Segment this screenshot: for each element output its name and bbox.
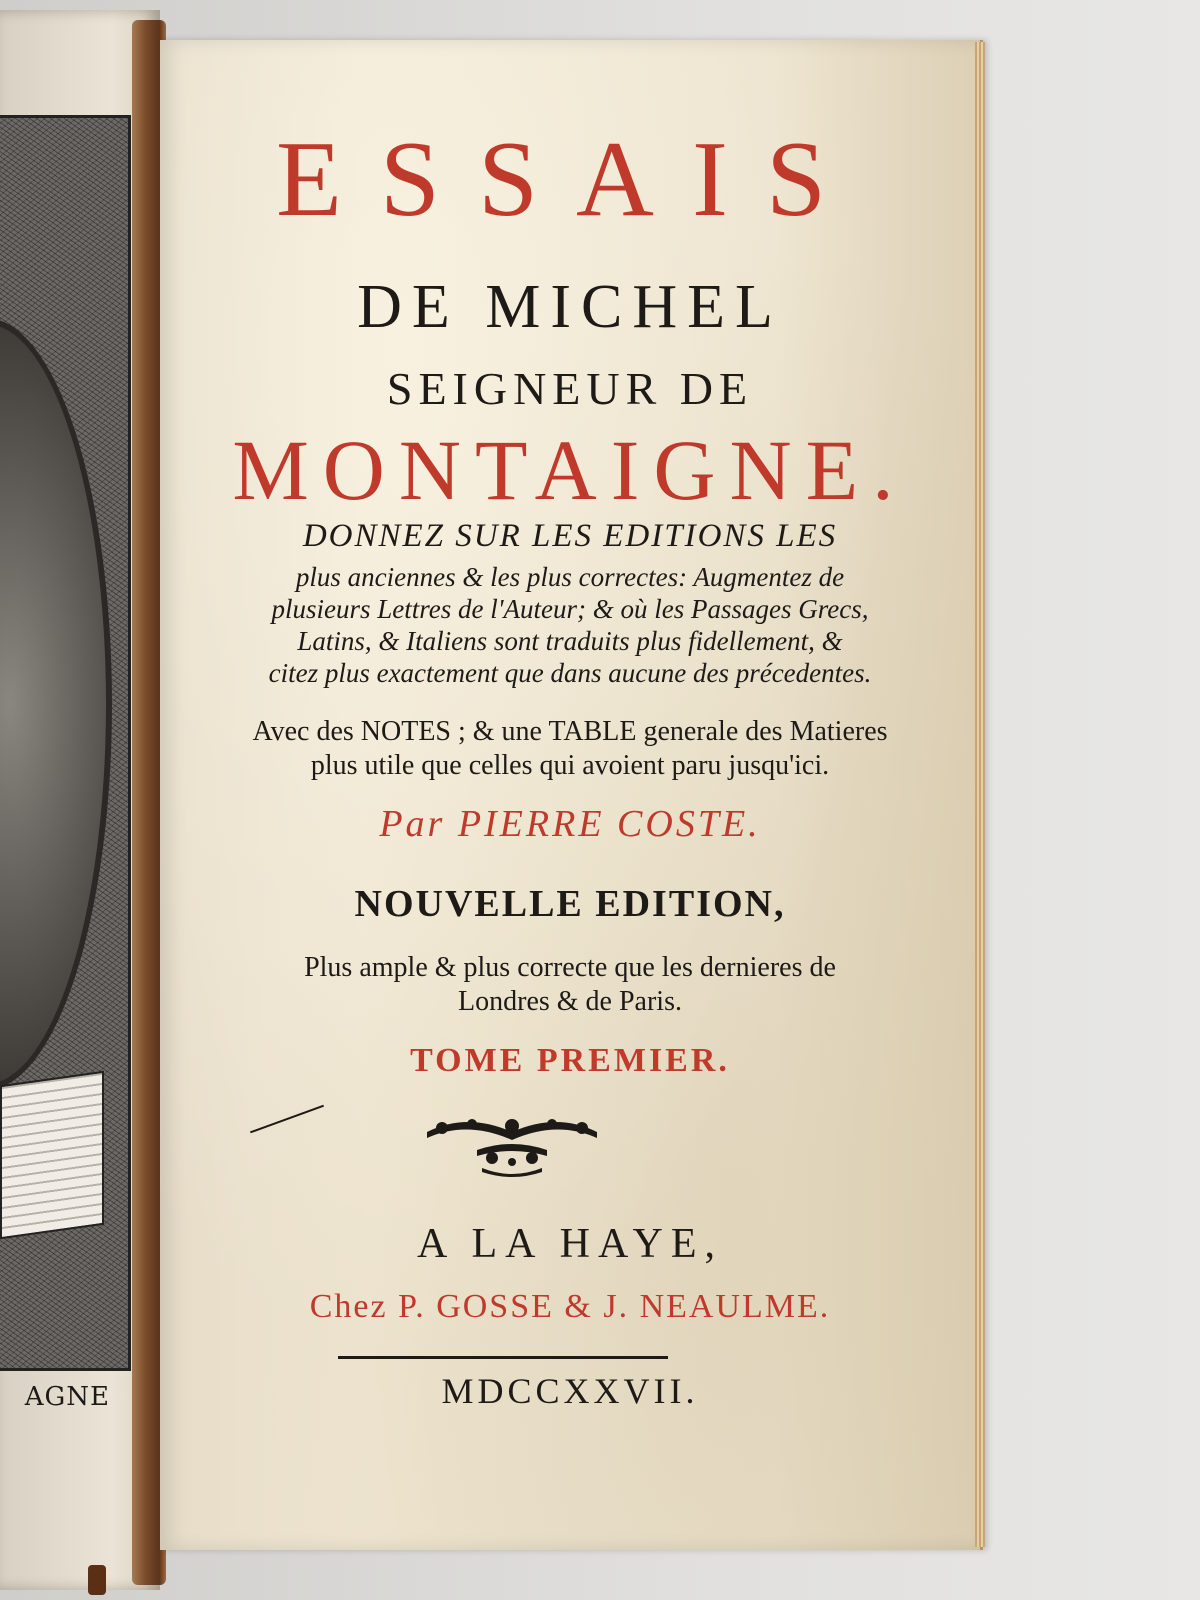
author-name: MONTAIGNE. [232,422,908,518]
notes-line: plus utile que celles qui avoient paru jusqu'ici. [310,750,830,781]
volume-label: TOME PREMIER. [410,1042,730,1079]
binding-tie [88,1565,106,1595]
title-line-de-michel: DE MICHEL [357,273,783,341]
portrait-caption: AGNE [24,1382,110,1412]
imprint-publisher: Chez P. GOSSE & J. NEAULME. [309,1288,831,1325]
title-line-seigneur: SEIGNEUR DE [386,363,754,414]
book-title: ESSAIS [275,120,865,239]
printer-ornament [422,1110,602,1180]
editor-credit: Par PIERRE COSTE. [379,803,761,845]
edition-note-line: Plus ample & plus correcte que les dernieres de [304,952,836,983]
title-page [160,40,983,1550]
edition-heading: NOUVELLE EDITION, [354,883,786,925]
imprint-date: MDCCXXVII. [441,1371,699,1411]
description-line: Latins, & Italiens sont traduits plus fidellement, & [297,626,843,656]
description-line: plusieurs Lettres de l'Auteur; & où les Passages Grecs, [271,594,869,624]
pencil-mark [250,1105,324,1134]
imprint-place: A LA HAYE, [417,1221,723,1267]
notes-line: Avec des NOTES ; & une TABLE generale des Matieres [252,716,888,747]
portrait-oval [0,318,112,1090]
description-line: citez plus exactement que dans aucune des précedentes. [268,658,872,688]
imprint-rule [338,1356,668,1359]
edition-note-line: Londres & de Paris. [458,986,682,1017]
engraved-portrait [0,115,131,1371]
description-line: plus anciennes & les plus correctes: Augmentez de [295,562,845,592]
engraved-book [0,1071,104,1240]
page-edges [975,42,985,1547]
subtitle-donnez: DONNEZ SUR LES EDITIONS LES [302,518,838,554]
